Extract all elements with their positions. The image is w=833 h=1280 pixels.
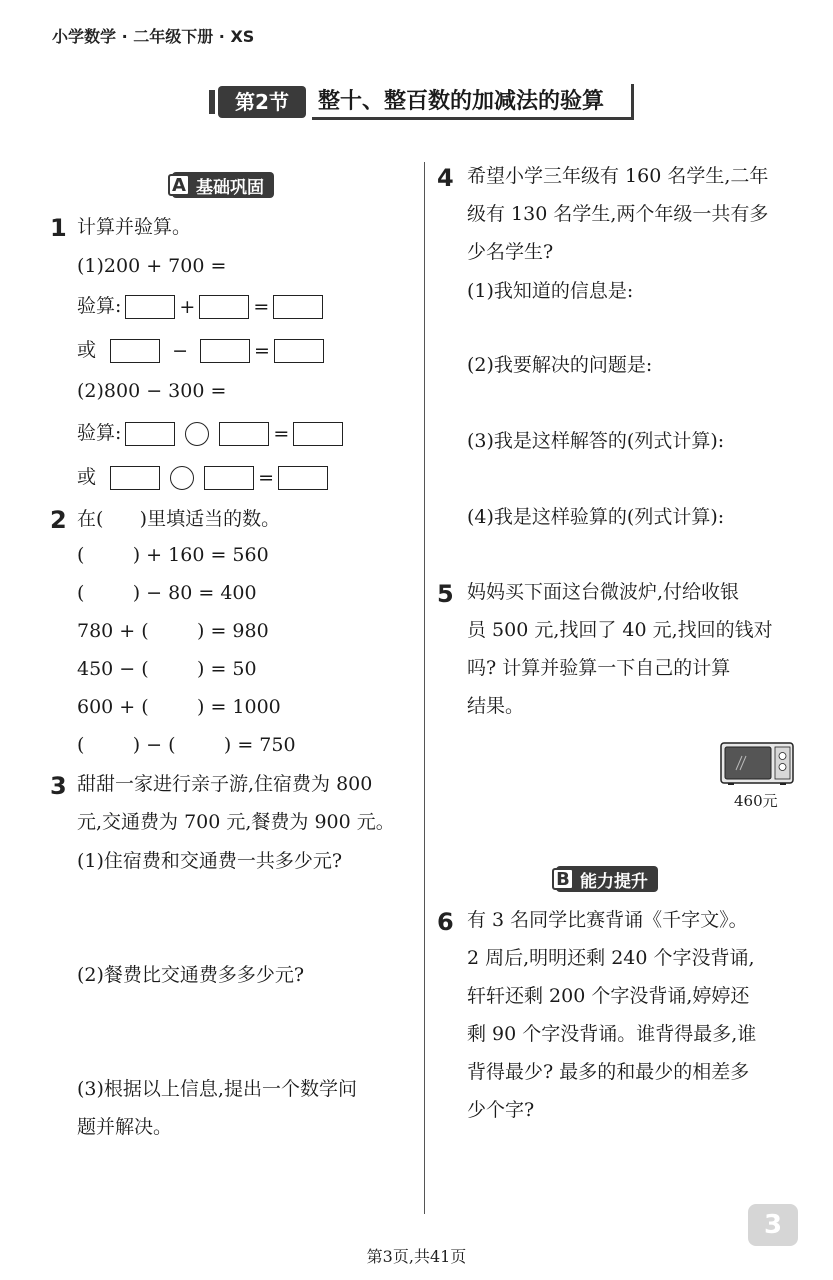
- level-b-letter: B: [552, 868, 574, 890]
- q5-stem: [467, 573, 773, 725]
- section-title: 整十、整百数的加减法的验算: [312, 84, 634, 120]
- q6-number: 6: [437, 908, 454, 936]
- q3-part3-line: (3)根据以上信息,提出一个数学问: [77, 1078, 357, 1100]
- section-tag: 第2节: [218, 86, 306, 118]
- q2-line-1: ( ) + 160 = 560: [77, 544, 269, 566]
- q2-stem: 在( )里填适当的数。: [77, 508, 281, 530]
- q2-line-3: 780 + ( ) = 980: [77, 620, 269, 642]
- q6-stem-line: 少个字?: [467, 1099, 535, 1121]
- q4-stem-line: 级有 130 名学生,两个年级一共有多: [467, 203, 769, 225]
- equals-sign: =: [253, 296, 270, 318]
- q5-stem-line: 吗? 计算并验算一下自己的计算: [467, 657, 731, 679]
- q5-stem-line: 员 500 元,找回了 40 元,找回的钱对: [467, 619, 773, 641]
- page-number-badge: 3: [748, 1204, 798, 1246]
- equals-sign: =: [273, 423, 290, 445]
- q3-part3-line: 题并解决。: [77, 1116, 173, 1138]
- q4-stem-line: 希望小学三年级有 160 名学生,二年: [467, 165, 769, 187]
- microwave-price: 460元: [734, 792, 778, 810]
- answer-box[interactable]: [273, 295, 323, 319]
- minus-sign: −: [172, 340, 188, 362]
- answer-box[interactable]: [199, 295, 249, 319]
- q6-stem: [467, 901, 756, 1129]
- level-b-label: 能力提升: [580, 871, 648, 892]
- level-a-letter: A: [168, 174, 190, 196]
- q2-line-6: ( ) − ( ) = 750: [77, 734, 296, 756]
- q3-part2: (2)餐费比交通费多多少元?: [77, 964, 305, 986]
- answer-box[interactable]: [200, 339, 250, 363]
- level-a-badge: [172, 172, 274, 198]
- q4-part3: (3)我是这样解答的(列式计算):: [467, 430, 725, 452]
- q1-stem: 计算并验算。: [77, 216, 192, 238]
- level-b-badge: [556, 866, 658, 892]
- answer-box[interactable]: [293, 422, 343, 446]
- q6-stem-line: 剩 90 个字没背诵。谁背得最多,谁: [467, 1023, 757, 1045]
- q2-line-2: ( ) − 80 = 400: [77, 582, 257, 604]
- answer-box[interactable]: [204, 466, 254, 490]
- answer-box[interactable]: [110, 466, 160, 490]
- page-footer: 第3页,共41页: [366, 1247, 467, 1266]
- q6-stem-line: 背得最少? 最多的和最少的相差多: [467, 1061, 750, 1083]
- or-label: 或: [77, 466, 97, 488]
- q5-number: 5: [437, 580, 454, 608]
- q4-number: 4: [437, 164, 454, 192]
- q3-number: 3: [50, 772, 67, 800]
- equals-sign: =: [253, 340, 270, 362]
- q4-part2: (2)我要解决的问题是:: [467, 354, 653, 376]
- check-label: 验算:: [77, 295, 122, 317]
- q5-stem-line: 结果。: [467, 695, 525, 717]
- operator-circle[interactable]: [185, 422, 209, 446]
- q3-stem-line: 元,交通费为 700 元,餐费为 900 元。: [77, 811, 395, 833]
- answer-box[interactable]: [125, 295, 175, 319]
- plus-sign: +: [179, 296, 196, 318]
- answer-box[interactable]: [219, 422, 269, 446]
- q4-part4: (4)我是这样验算的(列式计算):: [467, 506, 725, 528]
- q1-check-row-2: [77, 331, 328, 370]
- q3-part3: [77, 1070, 357, 1146]
- q1-check-row-3: [77, 414, 347, 453]
- level-a-label: 基础巩固: [196, 177, 264, 198]
- q2-line-4: 450 − ( ) = 50: [77, 658, 257, 680]
- q6-stem-line: 轩轩还剩 200 个字没背诵,婷婷还: [467, 985, 750, 1007]
- q4-part1: (1)我知道的信息是:: [467, 280, 634, 302]
- q2-line-5: 600 + ( ) = 1000: [77, 696, 281, 718]
- or-label: 或: [77, 339, 97, 361]
- q1-number: 1: [50, 214, 67, 242]
- answer-box[interactable]: [110, 339, 160, 363]
- q3-stem: [77, 765, 395, 841]
- book-header: 小学数学 · 二年级下册 · XS: [52, 27, 255, 46]
- q6-stem-line: 2 周后,明明还剩 240 个字没背诵,: [467, 947, 755, 969]
- answer-box[interactable]: [274, 339, 324, 363]
- q1-part1: (1)200 + 700 =: [77, 255, 227, 277]
- q1-part2: (2)800 − 300 =: [77, 380, 227, 402]
- q3-stem-line: 甜甜一家进行亲子游,住宿费为 800: [77, 773, 373, 795]
- answer-box[interactable]: [278, 466, 328, 490]
- equals-sign: =: [258, 467, 274, 489]
- microwave-icon: [720, 742, 794, 786]
- section-tag-mark: [209, 90, 215, 114]
- q4-stem-line: 少名学生?: [467, 241, 554, 263]
- column-divider: [424, 162, 425, 1214]
- q5-stem-line: 妈妈买下面这台微波炉,付给收银: [467, 581, 740, 603]
- q6-stem-line: 有 3 名同学比赛背诵《千字文》。: [467, 909, 748, 931]
- q3-part1: (1)住宿费和交通费一共多少元?: [77, 850, 343, 872]
- q1-check-row-4: [77, 458, 332, 497]
- q4-stem: [467, 157, 768, 271]
- check-label: 验算:: [77, 422, 122, 444]
- q1-check-row-1: [77, 287, 327, 326]
- answer-box[interactable]: [125, 422, 175, 446]
- operator-circle[interactable]: [170, 466, 194, 490]
- q2-number: 2: [50, 506, 67, 534]
